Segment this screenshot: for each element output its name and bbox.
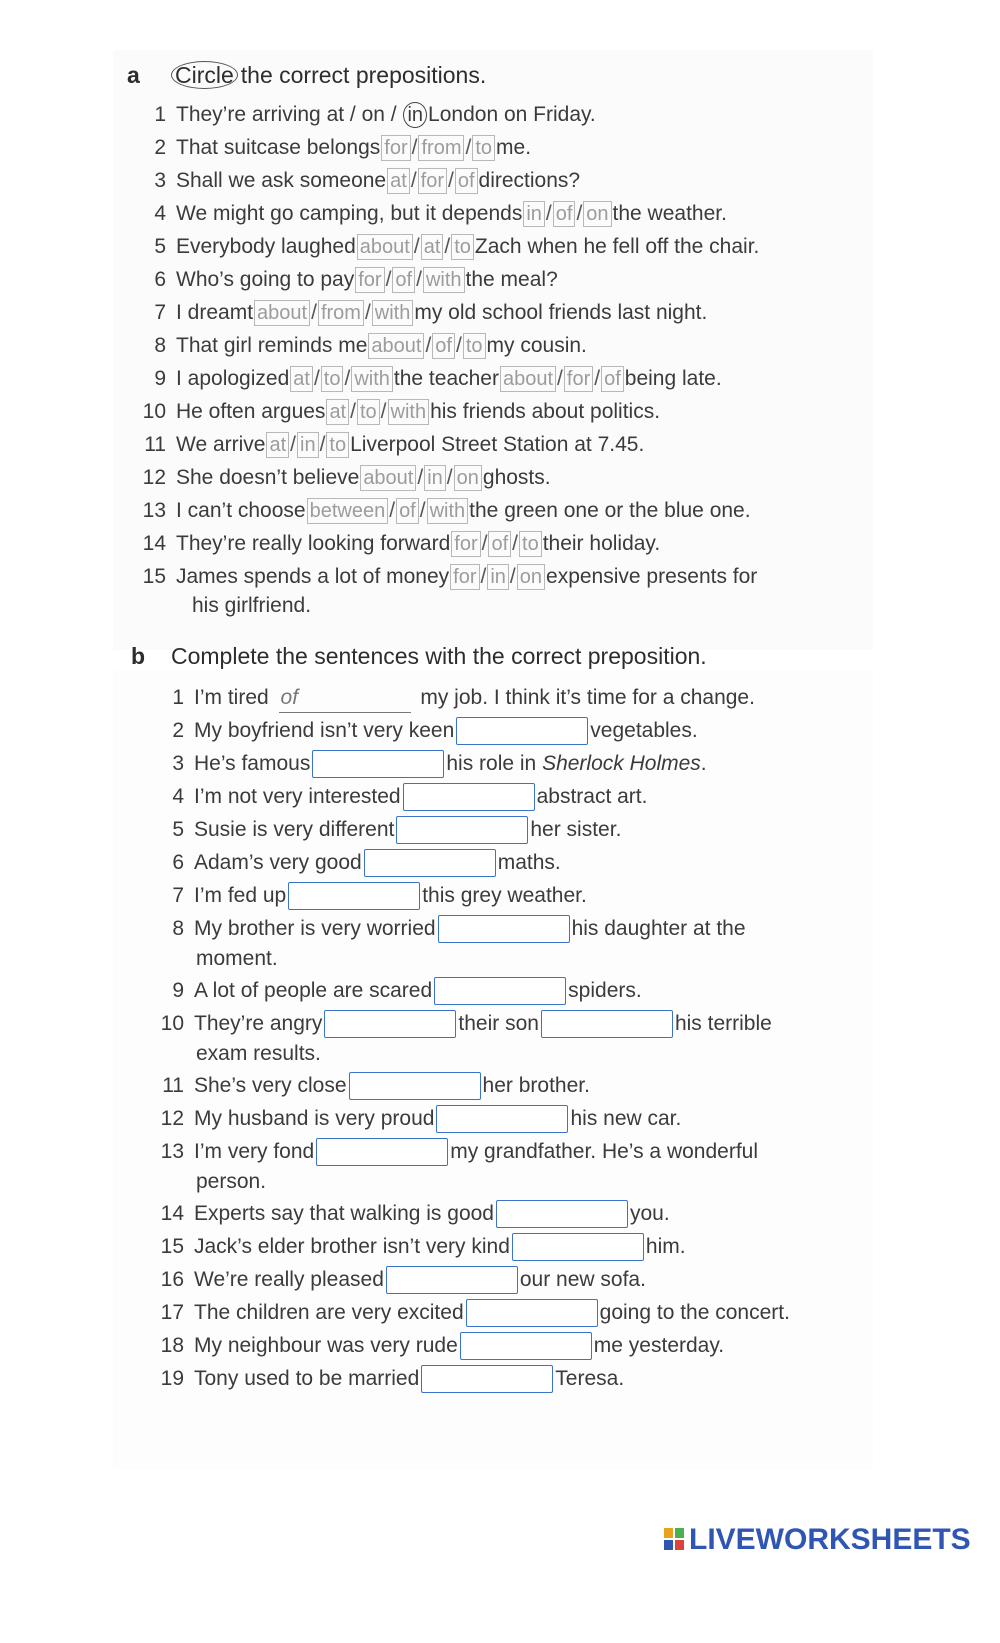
option-on[interactable]: on bbox=[454, 465, 482, 491]
item-number: 13 bbox=[160, 1140, 184, 1163]
option-to[interactable]: to bbox=[357, 399, 380, 425]
answer-input[interactable] bbox=[386, 1266, 518, 1294]
separator: / bbox=[480, 565, 487, 588]
separator: / bbox=[557, 367, 563, 390]
sentence-text: My boyfriend isn’t very keen bbox=[194, 719, 455, 742]
separator: / bbox=[545, 202, 552, 225]
item-number: 12 bbox=[142, 466, 166, 489]
sentence-text: ghosts. bbox=[482, 466, 551, 489]
sentence-text: me. bbox=[496, 136, 532, 159]
sentence-text: my old school friends last night. bbox=[414, 301, 708, 324]
option-to[interactable]: to bbox=[321, 366, 344, 392]
logo-icon bbox=[663, 1526, 685, 1552]
item-number: 11 bbox=[144, 433, 166, 456]
sentence-text: . bbox=[700, 752, 707, 775]
separator: / bbox=[344, 367, 351, 390]
sentence-text: My husband is very proud bbox=[194, 1107, 435, 1130]
option-to[interactable]: to bbox=[463, 333, 486, 359]
sentence-text: They’re arriving bbox=[176, 103, 327, 126]
answer-input[interactable] bbox=[349, 1072, 481, 1100]
item-b-11 bbox=[152, 1072, 590, 1100]
sentence-text: A lot of people are scared bbox=[194, 979, 433, 1002]
sentence-text: I’m not very interested bbox=[194, 785, 401, 808]
sentence-text: That girl reminds me bbox=[176, 334, 368, 357]
sentence-text: Experts say that walking is good bbox=[194, 1202, 494, 1225]
item-b-8 bbox=[152, 915, 746, 943]
item-number: 7 bbox=[172, 884, 184, 907]
separator: / bbox=[319, 433, 326, 456]
item-number: 15 bbox=[160, 1235, 184, 1258]
answer-input[interactable] bbox=[466, 1299, 598, 1327]
item-number: 18 bbox=[160, 1334, 184, 1357]
separator: / bbox=[364, 301, 371, 324]
sentence-text: We’re really pleased bbox=[194, 1268, 384, 1291]
sentence-text: abstract art. bbox=[536, 785, 648, 808]
item-a-14 bbox=[138, 530, 660, 558]
sentence-text: the green one or the blue one. bbox=[469, 499, 751, 522]
item-a-13 bbox=[138, 497, 751, 525]
item-b-16 bbox=[152, 1266, 646, 1294]
option-with[interactable]: with bbox=[351, 366, 393, 392]
option-of[interactable]: of bbox=[601, 366, 624, 392]
option-about[interactable]: about bbox=[254, 300, 310, 326]
separator: / bbox=[411, 136, 418, 159]
separator: / bbox=[512, 532, 519, 555]
item-number: 5 bbox=[172, 818, 184, 841]
option-from[interactable]: from bbox=[418, 135, 464, 161]
sentence-text: her brother. bbox=[482, 1074, 590, 1097]
item-number: 8 bbox=[154, 334, 166, 357]
separator: / bbox=[419, 499, 426, 522]
option-plain-at[interactable]: at bbox=[326, 103, 345, 126]
option-at[interactable]: at bbox=[326, 399, 349, 425]
item-number: 6 bbox=[154, 268, 166, 291]
option-with[interactable]: with bbox=[388, 399, 430, 425]
sentence-text: I apologized bbox=[176, 367, 290, 390]
sentence-text: / bbox=[384, 103, 403, 126]
answer-input[interactable] bbox=[456, 717, 588, 745]
sentence-text: I can’t choose bbox=[176, 499, 306, 522]
sentence-text: going to the concert. bbox=[599, 1301, 790, 1324]
section-b-letter: b bbox=[131, 643, 146, 669]
option-of[interactable]: of bbox=[432, 333, 455, 359]
option-at[interactable]: at bbox=[387, 168, 410, 194]
option-for[interactable]: for bbox=[381, 135, 410, 161]
option-at[interactable]: at bbox=[421, 234, 444, 260]
item-a-6 bbox=[138, 266, 558, 294]
sentence-text: the teacher bbox=[393, 367, 499, 390]
separator: / bbox=[448, 169, 454, 192]
item-number: 19 bbox=[160, 1367, 184, 1390]
option-on[interactable]: on bbox=[583, 201, 611, 227]
section-a-heading bbox=[127, 62, 486, 89]
item-number: 3 bbox=[154, 169, 166, 192]
item-number: 9 bbox=[154, 367, 166, 390]
section-b-heading bbox=[131, 643, 707, 670]
separator: / bbox=[290, 433, 296, 456]
item-a-10 bbox=[138, 398, 660, 426]
separator: / bbox=[481, 532, 488, 555]
answer-input[interactable] bbox=[312, 750, 444, 778]
separator: / bbox=[455, 334, 462, 357]
item-a-4 bbox=[138, 200, 727, 228]
option-of[interactable]: of bbox=[553, 201, 576, 227]
option-at[interactable]: at bbox=[266, 432, 289, 458]
item-a-8 bbox=[138, 332, 587, 360]
item-a-3 bbox=[138, 167, 580, 195]
option-for[interactable]: for bbox=[564, 366, 593, 392]
sentence-text: London on Friday. bbox=[428, 103, 596, 126]
section-a-instruction: the correct prepositions. bbox=[240, 62, 487, 88]
sentence-text: They’re really looking forward bbox=[176, 532, 451, 555]
option-about[interactable]: about bbox=[360, 465, 416, 491]
sentence-text: his new car. bbox=[570, 1107, 682, 1130]
item-number: 13 bbox=[142, 499, 166, 522]
answer-input[interactable] bbox=[288, 882, 420, 910]
option-of[interactable]: of bbox=[488, 531, 511, 557]
option-about[interactable]: about bbox=[368, 333, 424, 359]
answer-input[interactable] bbox=[403, 783, 535, 811]
item-b-12 bbox=[152, 1105, 681, 1133]
sentence-text: She’s very close bbox=[194, 1074, 347, 1097]
sentence-text: He often argues bbox=[176, 400, 326, 423]
item-b-4 bbox=[152, 783, 647, 811]
item-b-18 bbox=[152, 1332, 724, 1360]
sentence-text: / bbox=[344, 103, 362, 126]
sentence-text: the weather. bbox=[612, 202, 727, 225]
option-to[interactable]: to bbox=[451, 234, 474, 260]
item-number: 1 bbox=[154, 103, 166, 126]
separator: / bbox=[416, 268, 422, 291]
separator: / bbox=[385, 268, 392, 291]
answer-input[interactable] bbox=[496, 1200, 628, 1228]
item-b-7 bbox=[152, 882, 587, 910]
sentence-text: his terrible bbox=[674, 1012, 772, 1035]
item-number: 8 bbox=[172, 917, 184, 940]
item-b-10-continuation: exam results. bbox=[196, 1042, 321, 1065]
item-number: 4 bbox=[172, 785, 184, 808]
separator: / bbox=[594, 367, 601, 390]
sentence-text: Shall we ask someone bbox=[176, 169, 387, 192]
sentence-text: our new sofa. bbox=[519, 1268, 646, 1291]
item-b-1 bbox=[152, 684, 755, 713]
sentence-text: his friends about politics. bbox=[430, 400, 661, 423]
option-in[interactable]: in bbox=[424, 465, 446, 491]
item-b-8-continuation: moment. bbox=[196, 947, 278, 970]
option-from[interactable]: from bbox=[318, 300, 364, 326]
sentence-text: his role in bbox=[446, 752, 543, 775]
separator: / bbox=[465, 136, 472, 159]
answer-input[interactable] bbox=[460, 1332, 592, 1360]
sentence-text: my job. I think it’s time for a change. bbox=[414, 686, 755, 709]
sentence-text: you. bbox=[630, 1202, 670, 1225]
sentence-text: Teresa. bbox=[555, 1367, 625, 1390]
sentence-text: That suitcase belongs bbox=[176, 136, 381, 159]
option-at[interactable]: at bbox=[290, 366, 313, 392]
item-number: 2 bbox=[154, 136, 166, 159]
section-b-instruction: Complete the sentences with the correct preposition. bbox=[171, 643, 707, 669]
separator: / bbox=[410, 169, 417, 192]
item-number: 17 bbox=[160, 1301, 184, 1324]
answer-input[interactable] bbox=[324, 1010, 456, 1038]
item-a-9 bbox=[138, 365, 722, 393]
option-for[interactable]: for bbox=[355, 267, 384, 293]
separator: / bbox=[425, 334, 432, 357]
option-circled-in[interactable]: in bbox=[403, 102, 427, 128]
sentence-text: his daughter at the bbox=[571, 917, 746, 940]
option-for[interactable]: for bbox=[418, 168, 447, 194]
sentence-text: Jack’s elder brother isn’t very kind bbox=[194, 1235, 510, 1258]
item-b-5 bbox=[152, 816, 621, 844]
separator: / bbox=[313, 367, 320, 390]
item-number: 10 bbox=[160, 1012, 184, 1035]
item-number: 11 bbox=[162, 1074, 184, 1097]
option-for[interactable]: for bbox=[450, 564, 479, 590]
sentence-text: She doesn’t believe bbox=[176, 466, 360, 489]
item-b-13 bbox=[152, 1138, 758, 1166]
answer-input[interactable] bbox=[434, 977, 566, 1005]
liveworksheets-logo bbox=[663, 1523, 971, 1557]
option-to[interactable]: to bbox=[472, 135, 495, 161]
sentence-text: Everybody laughed bbox=[176, 235, 356, 258]
sentence-text: Liverpool Street Station at 7.45. bbox=[350, 433, 645, 456]
option-between[interactable]: between bbox=[307, 498, 389, 524]
sentence-text: their son bbox=[458, 1012, 539, 1035]
separator: / bbox=[389, 499, 396, 522]
sentence-text: directions? bbox=[478, 169, 581, 192]
item-b-13-continuation: person. bbox=[196, 1170, 267, 1193]
option-in[interactable]: in bbox=[487, 564, 509, 590]
sentence-text: I’m very fond bbox=[194, 1140, 315, 1163]
item-a-15 bbox=[138, 563, 757, 591]
sentence-text: Adam’s very good bbox=[194, 851, 362, 874]
item-b-2 bbox=[152, 717, 698, 745]
item-number: 1 bbox=[172, 686, 184, 709]
sentence-text: expensive presents for bbox=[546, 565, 758, 588]
answer-input[interactable] bbox=[512, 1233, 644, 1261]
option-of[interactable]: of bbox=[392, 267, 415, 293]
sentence-text: being late. bbox=[624, 367, 722, 390]
sentence-text: Who’s going to pay bbox=[176, 268, 355, 291]
answer-input[interactable] bbox=[438, 915, 570, 943]
sentence-text: I’m fed up bbox=[194, 884, 287, 907]
separator: / bbox=[444, 235, 451, 258]
option-on[interactable]: on bbox=[517, 564, 545, 590]
separator: / bbox=[417, 466, 424, 489]
answer-input[interactable] bbox=[436, 1105, 568, 1133]
item-a-5 bbox=[138, 233, 759, 261]
sentence-text: my cousin. bbox=[486, 334, 587, 357]
option-of[interactable]: of bbox=[396, 498, 419, 524]
option-to[interactable]: to bbox=[519, 531, 542, 557]
separator: / bbox=[576, 202, 583, 225]
sentence-text: They’re angry bbox=[194, 1012, 323, 1035]
sentence-text: this grey weather. bbox=[422, 884, 587, 907]
sentence-text: We arrive bbox=[176, 433, 266, 456]
item-b-14 bbox=[152, 1200, 670, 1228]
item-b-10 bbox=[152, 1010, 772, 1038]
item-b-17 bbox=[152, 1299, 790, 1327]
sentence-text: him. bbox=[645, 1235, 686, 1258]
item-number: 16 bbox=[160, 1268, 184, 1291]
sentence-text: We might go camping, but it depends bbox=[176, 202, 523, 225]
sentence-text: I dreamt bbox=[176, 301, 254, 324]
answer-input[interactable] bbox=[396, 816, 528, 844]
item-number: 4 bbox=[154, 202, 166, 225]
option-with[interactable]: with bbox=[427, 498, 469, 524]
logo-text: LIVEWORKSHEETS bbox=[689, 1523, 971, 1556]
sentence-text: James spends a lot of money bbox=[176, 565, 450, 588]
sentence-text: He’s famous bbox=[194, 752, 311, 775]
sentence-text: maths. bbox=[497, 851, 561, 874]
option-with[interactable]: with bbox=[423, 267, 465, 293]
separator: / bbox=[509, 565, 516, 588]
sentence-text-italic: Sherlock Holmes bbox=[542, 752, 701, 775]
sentence-text: vegetables. bbox=[590, 719, 698, 742]
item-number: 2 bbox=[172, 719, 184, 742]
item-b-3 bbox=[152, 750, 707, 778]
sentence-text: My brother is very worried bbox=[194, 917, 436, 940]
item-number: 5 bbox=[154, 235, 166, 258]
item-a-11 bbox=[138, 431, 644, 459]
sentence-text: My neighbour was very rude bbox=[194, 1334, 458, 1357]
item-a-1 bbox=[138, 101, 596, 129]
item-a-12 bbox=[138, 464, 551, 492]
item-a-7 bbox=[138, 299, 707, 327]
option-plain-on[interactable]: on bbox=[361, 103, 385, 126]
sentence-text: spiders. bbox=[568, 979, 642, 1002]
sentence-text: her sister. bbox=[530, 818, 622, 841]
section-a-letter: a bbox=[127, 62, 140, 88]
sentence-text: Tony used to be married bbox=[194, 1367, 420, 1390]
answer-input[interactable] bbox=[541, 1010, 673, 1038]
sentence-text: their holiday. bbox=[542, 532, 661, 555]
item-b-15 bbox=[152, 1233, 686, 1261]
sentence-text: I’m tired bbox=[194, 686, 275, 709]
option-with[interactable]: with bbox=[372, 300, 414, 326]
item-b-19 bbox=[152, 1365, 624, 1393]
separator: / bbox=[380, 400, 387, 423]
option-of[interactable]: of bbox=[455, 168, 478, 194]
separator: / bbox=[350, 400, 356, 423]
option-in[interactable]: in bbox=[523, 201, 545, 227]
option-to[interactable]: to bbox=[326, 432, 349, 458]
option-about[interactable]: about bbox=[357, 234, 413, 260]
item-a-15-continuation: his girlfriend. bbox=[192, 594, 312, 617]
item-number: 14 bbox=[160, 1202, 184, 1225]
item-a-2 bbox=[138, 134, 531, 162]
sentence-text: Zach when he fell off the chair. bbox=[474, 235, 760, 258]
sentence-text: Susie is very different bbox=[194, 818, 395, 841]
item-number: 15 bbox=[142, 565, 166, 588]
item-b-6 bbox=[152, 849, 561, 877]
answer-input[interactable] bbox=[364, 849, 496, 877]
option-for[interactable]: for bbox=[451, 531, 480, 557]
answer-input[interactable] bbox=[316, 1138, 448, 1166]
item-number: 3 bbox=[172, 752, 184, 775]
item-number: 7 bbox=[154, 301, 166, 324]
separator: / bbox=[311, 301, 317, 324]
sentence-text: The children are very excited bbox=[194, 1301, 464, 1324]
separator: / bbox=[446, 466, 453, 489]
answer-input[interactable] bbox=[421, 1365, 553, 1393]
sentence-text: me yesterday. bbox=[593, 1334, 725, 1357]
item-number: 10 bbox=[142, 400, 166, 423]
item-number: 9 bbox=[172, 979, 184, 1002]
circled-word: Circle bbox=[171, 61, 238, 89]
sentence-text: the meal? bbox=[465, 268, 558, 291]
item-number: 6 bbox=[172, 851, 184, 874]
item-number: 14 bbox=[142, 532, 166, 555]
item-b-9 bbox=[152, 977, 642, 1005]
item-number: 12 bbox=[160, 1107, 184, 1130]
option-about[interactable]: about bbox=[500, 366, 556, 392]
example-answer: of bbox=[279, 684, 411, 713]
separator: / bbox=[413, 235, 420, 258]
option-in[interactable]: in bbox=[297, 432, 319, 458]
sentence-text: my grandfather. He’s a wonderful bbox=[450, 1140, 758, 1163]
